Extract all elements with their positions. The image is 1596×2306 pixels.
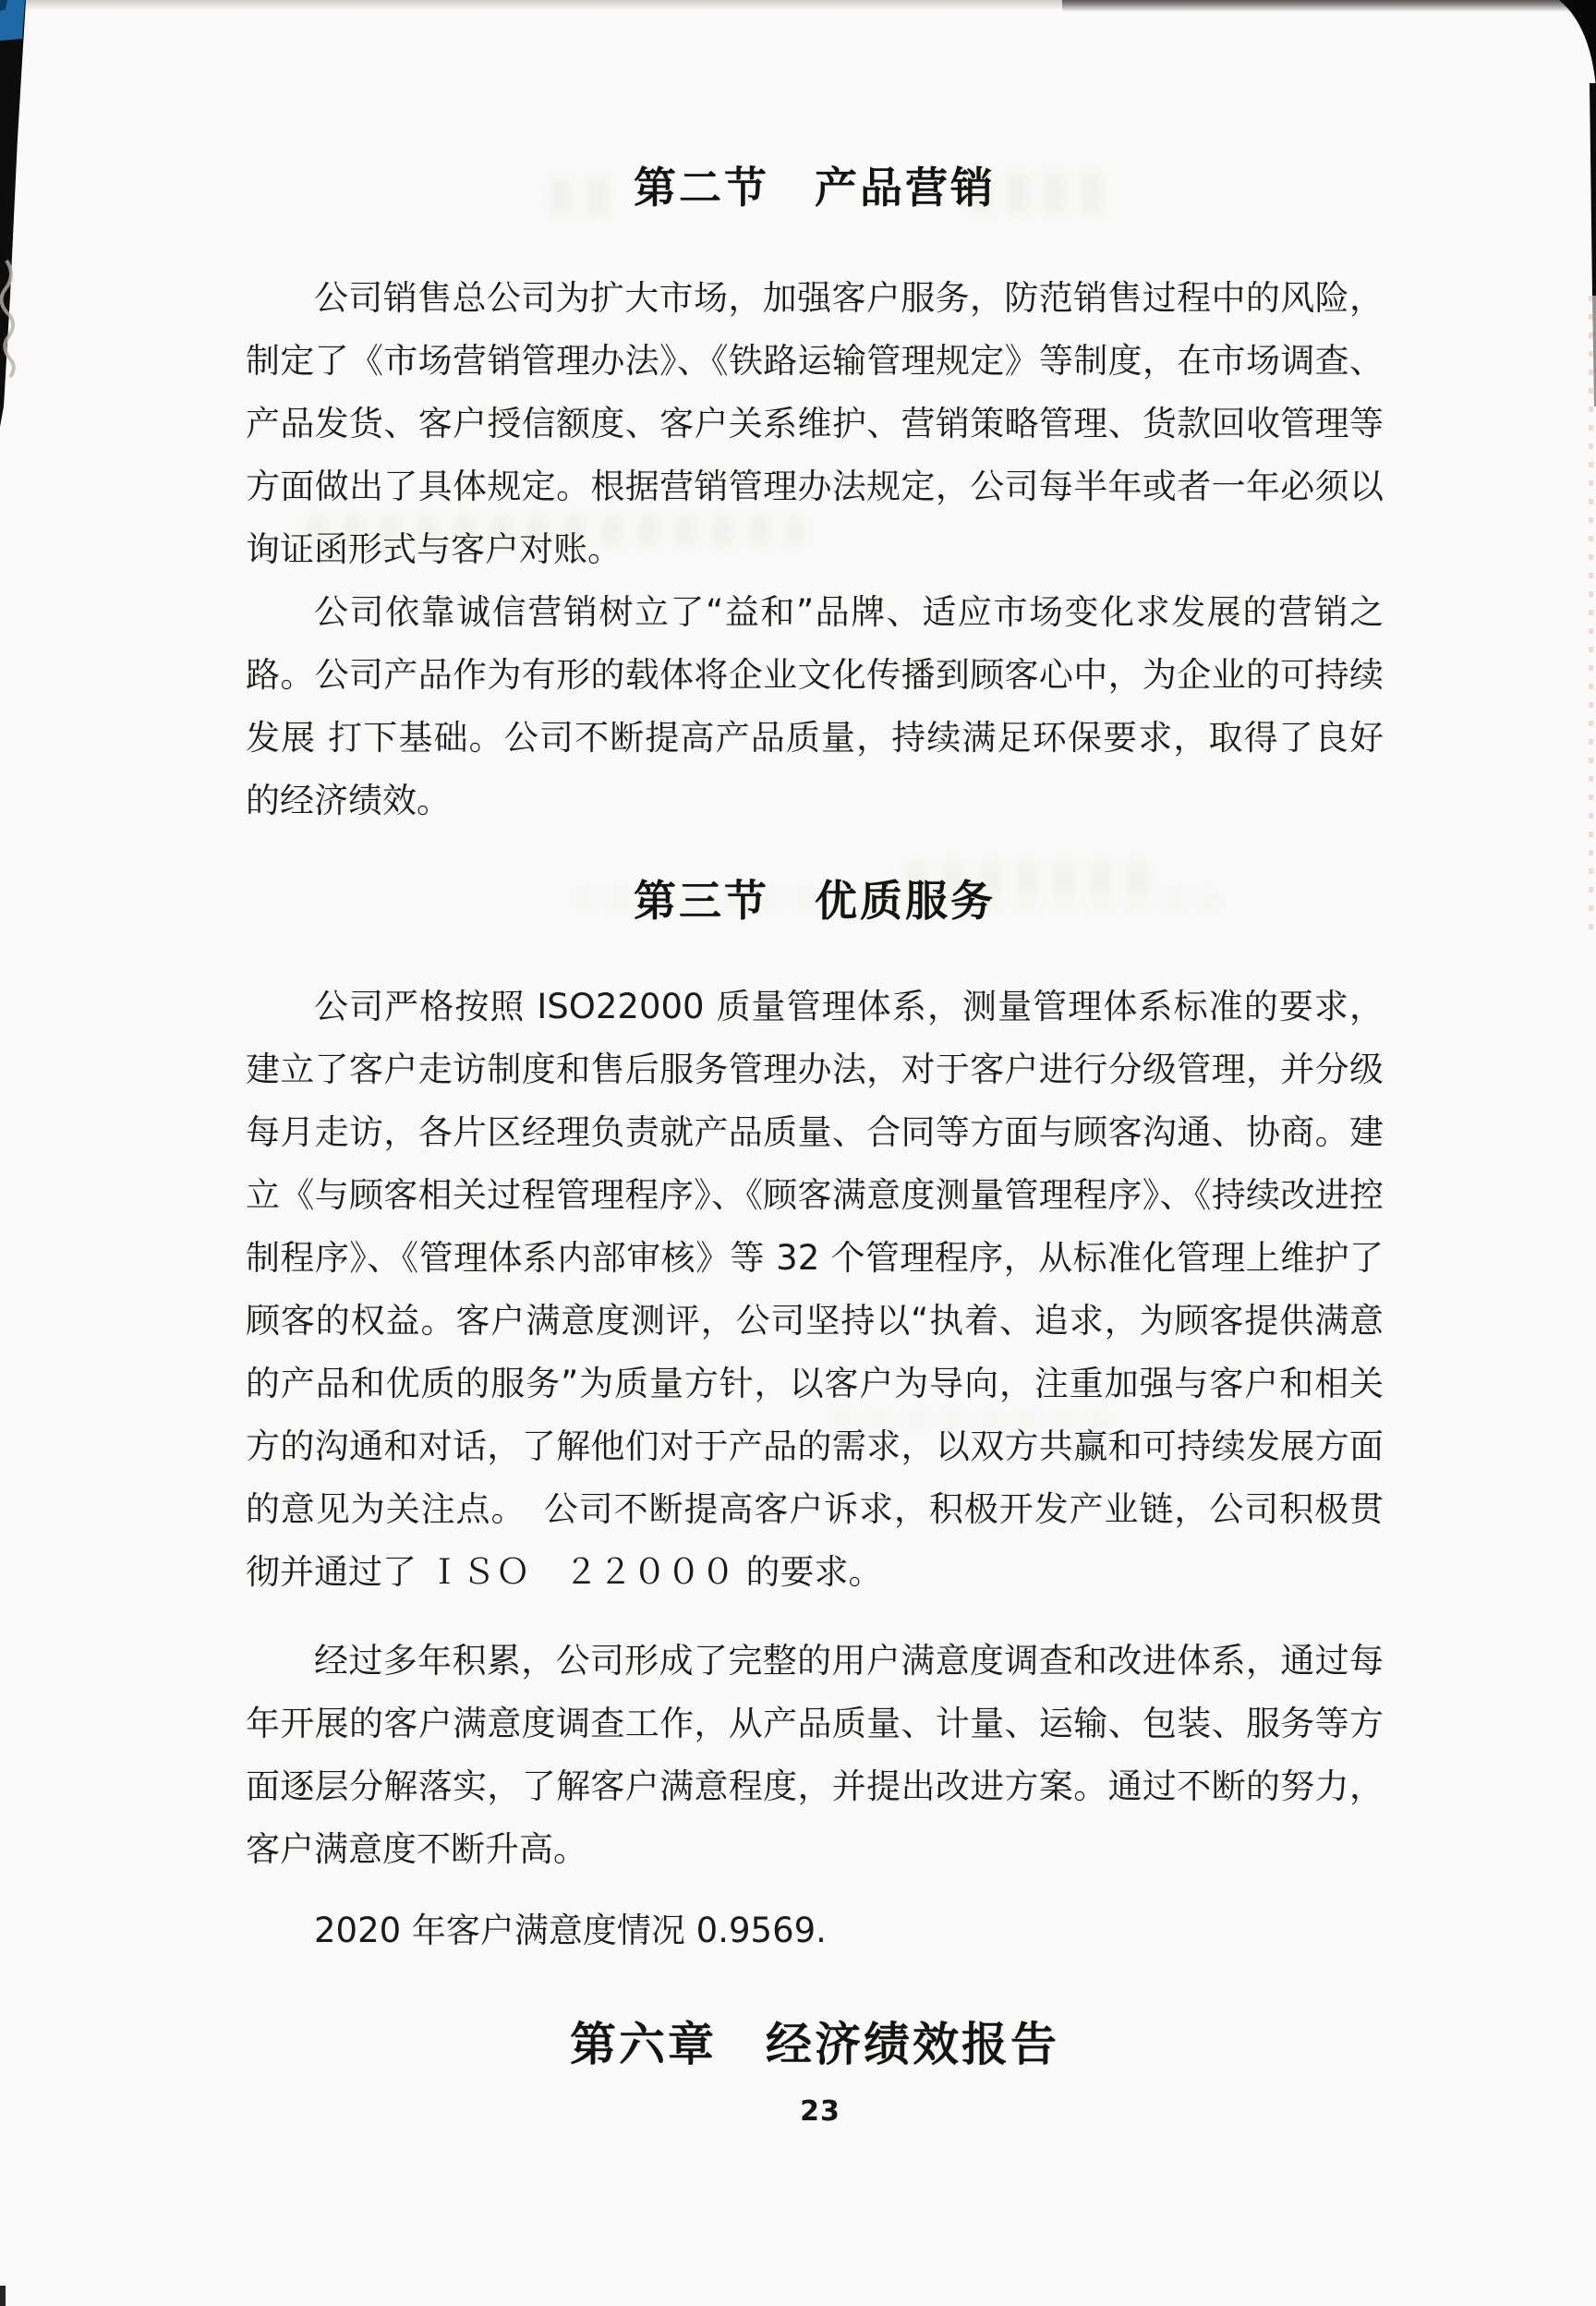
scan-right-edge-speckle xyxy=(1589,296,1593,942)
document-content xyxy=(246,0,1384,2074)
paragraph-satisfaction-score-2020: 2020 年客户满意度情况 0.9569. xyxy=(314,1911,827,1950)
section-heading-quality-service: 第三节 优质服务 xyxy=(634,875,996,926)
page-number: 23 xyxy=(800,2095,840,2128)
paragraph-iso-quality-system: 公司严格按照 ISO22000 质量管理体系，测量管理体系标准的要求，建立了客户走访制度和售后服务管理办法，对于客户进行分级管理，并分级每月走访，各片区经理负责就产品质量、合同等方面与顾客沟通、协商。建立《与顾客相关过程管理程序》、《顾客满意度测量管理程序》、《持续改进控制程序》、《管理体系内部审核》等 32 个管理程序，从标准化管理上维护了顾客的权益。客户满意度测评，公司坚持以“执着、追求，为顾客提供满意的产品和优质的服务”为质量方针，以客户为导向，注重加强与客户和相关方的沟通和对话，了解他们对于产品的需求，以双方共赢和可持续发展方面的意见为关注点。 公司不断提高客户诉求，积极开发产业链，公司积极贯彻并通过了 ＩＳＯ ２２０００ 的要求。 xyxy=(246,987,1384,1592)
section-heading-product-marketing: 第二节 产品营销 xyxy=(634,163,996,212)
paragraph-satisfaction-survey: 经过多年积累，公司形成了完整的用户满意度调查和改进体系，通过每年开展的客户满意度调查工作，从产品质量、计量、运输、包装、服务等方面逐层分解落实，了解客户满意程度，并提出改进方案。通过不断的努力，客户满意度不断升高。 xyxy=(246,1641,1384,1869)
scan-bottom-left-mark xyxy=(0,2286,6,2306)
scan-left-edge-artifact xyxy=(0,0,55,443)
paragraph-brand-integrity: 公司依靠诚信营销树立了“益和”品牌、适应市场变化求发展的营销之路。公司产品作为有形的载体将企业文化传播到顾客心中，为企业的可持续发展 打下基础。公司不断提高产品质量，持续满足环保要求，取得了良好的经济绩效。 xyxy=(246,591,1384,820)
scan-right-edge-artifact xyxy=(1522,0,1596,425)
paragraph-marketing-regulations: 公司销售总公司为扩大市场，加强客户服务，防范销售过程中的风险，制定了《市场营销管理办法》、《铁路运输管理规定》等制度，在市场调查、产品发货、客户授信额度、客户关系维护、营销策略管理、货款回收管理等方面做出了具体规定。根据营销管理办法规定，公司每半年或者一年必须以询证函形式与客户对账。 xyxy=(246,277,1384,569)
chapter-heading-economic-performance: 第六章 经济绩效报告 xyxy=(570,2018,1059,2071)
